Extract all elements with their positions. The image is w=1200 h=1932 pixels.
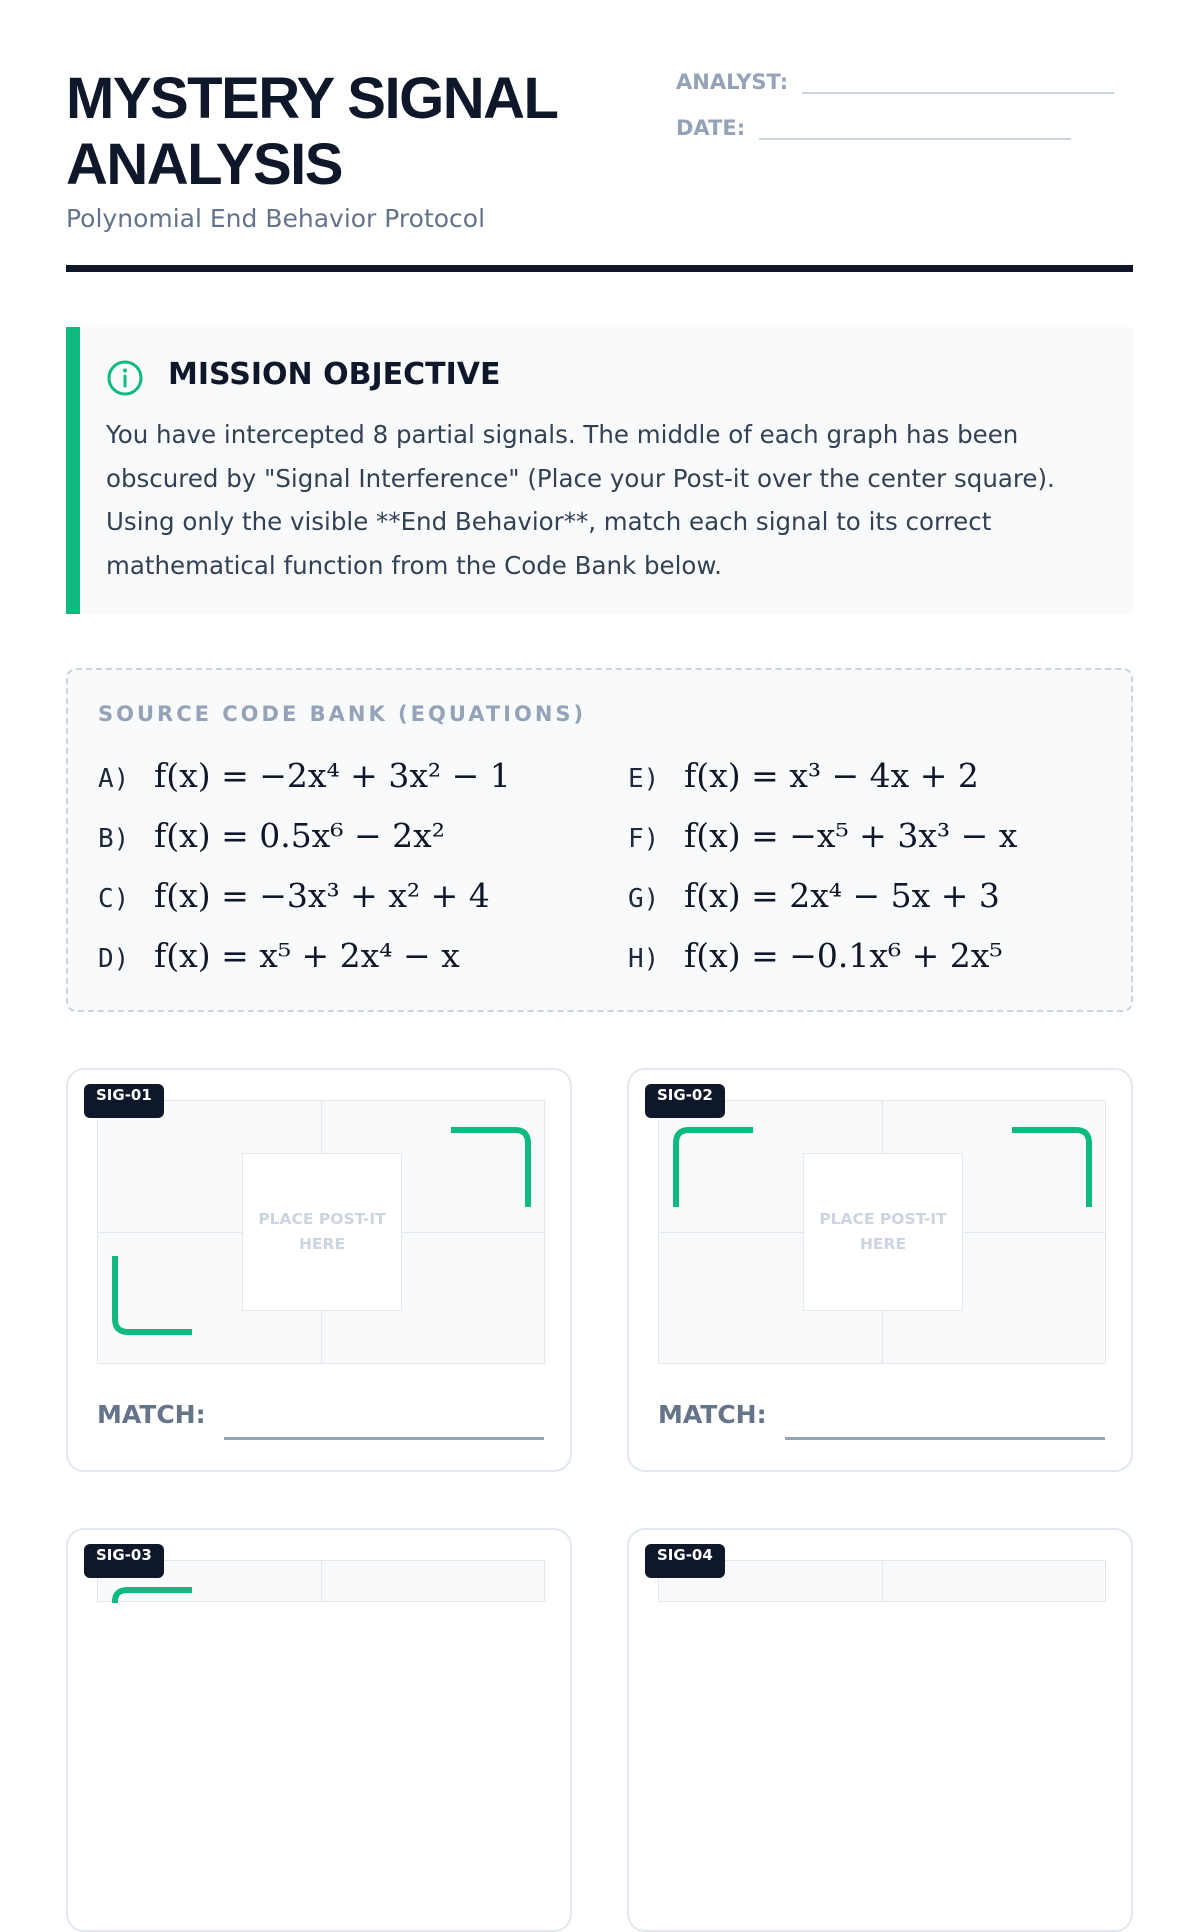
equation-letter: G): [628, 884, 660, 914]
equation-expression: f(x) = x⁵ + 2x⁴ − x: [154, 936, 460, 975]
signal-tag: SIG-01: [84, 1084, 164, 1118]
header-divider: [66, 265, 1133, 272]
signal-card-01: [66, 1068, 572, 1472]
match-answer-line[interactable]: [785, 1437, 1105, 1440]
signal-card-03: [66, 1528, 572, 1932]
match-answer-line[interactable]: [224, 1437, 544, 1440]
equation-expression: f(x) = x³ − 4x + 2: [684, 756, 979, 795]
date-field: [676, 116, 1071, 140]
equation-e: [628, 756, 979, 795]
title-line-2: ANALYSIS: [66, 132, 342, 197]
mission-objective-box: [66, 327, 1133, 614]
y-axis: [882, 1561, 883, 1601]
equation-letter: C): [98, 884, 130, 914]
code-bank-heading: SOURCE CODE BANK (EQUATIONS): [98, 702, 587, 726]
equation-letter: A): [98, 764, 130, 794]
post-it-label: PLACE POST-IT HERE: [819, 1210, 947, 1253]
signal-graph: [658, 1560, 1106, 1602]
equation-c: [98, 876, 490, 915]
analyst-input-line[interactable]: [802, 92, 1114, 94]
signal-graph: [97, 1560, 545, 1602]
post-it-label: PLACE POST-IT HERE: [258, 1210, 386, 1253]
page-subtitle: Polynomial End Behavior Protocol: [66, 204, 486, 233]
page-title: [66, 66, 646, 198]
match-label: MATCH:: [658, 1400, 767, 1429]
equation-expression: f(x) = −2x⁴ + 3x² − 1: [154, 756, 511, 795]
match-label: MATCH:: [97, 1400, 206, 1429]
left-end-up-marker: [112, 1587, 192, 1603]
equation-letter: D): [98, 944, 130, 974]
equation-expression: f(x) = 2x⁴ − 5x + 3: [684, 876, 1000, 915]
title-line-1: MYSTERY SIGNAL: [66, 66, 558, 131]
y-axis: [321, 1561, 322, 1601]
analyst-field: [676, 70, 1114, 94]
equation-g: [628, 876, 1000, 915]
equation-letter: H): [628, 944, 660, 974]
analyst-label: ANALYST:: [676, 70, 789, 94]
signal-graph: [658, 1100, 1106, 1364]
equation-letter: B): [98, 824, 130, 854]
left-end-up-marker: [673, 1127, 753, 1207]
left-end-down-marker: [112, 1256, 192, 1336]
signal-graph: [97, 1100, 545, 1364]
equation-expression: f(x) = −3x³ + x² + 4: [154, 876, 490, 915]
info-icon: [106, 359, 144, 397]
mission-heading: MISSION OBJECTIVE: [168, 357, 501, 392]
date-label: DATE:: [676, 116, 746, 140]
signal-card-04: [627, 1528, 1133, 1932]
equation-h: [628, 936, 1003, 975]
equation-d: [98, 936, 460, 975]
source-code-bank: [66, 668, 1133, 1012]
equation-expression: f(x) = −0.1x⁶ + 2x⁵: [684, 936, 1003, 975]
right-end-up-marker: [451, 1127, 531, 1207]
mission-text: You have intercepted 8 partial signals. The middle of each graph has been obscured by "Signal Interference" (Place your Post-it over the center square). Using only the visible **End Behavior**, match each signal to its correct mathematical function from the Code Bank below.: [106, 420, 1055, 580]
date-input-line[interactable]: [759, 138, 1071, 140]
equation-expression: f(x) = 0.5x⁶ − 2x²: [154, 816, 445, 855]
equation-letter: E): [628, 764, 660, 794]
mission-accent-bar: [66, 327, 80, 614]
signal-tag: SIG-04: [645, 1544, 725, 1578]
equation-f: [628, 816, 1017, 855]
signal-tag: SIG-02: [645, 1084, 725, 1118]
equation-b: [98, 816, 445, 855]
equation-a: [98, 756, 511, 795]
signal-card-02: [627, 1068, 1133, 1472]
signal-tag: SIG-03: [84, 1544, 164, 1578]
equation-letter: F): [628, 824, 660, 854]
equation-expression: f(x) = −x⁵ + 3x³ − x: [684, 816, 1018, 855]
right-end-up-marker: [1012, 1127, 1092, 1207]
